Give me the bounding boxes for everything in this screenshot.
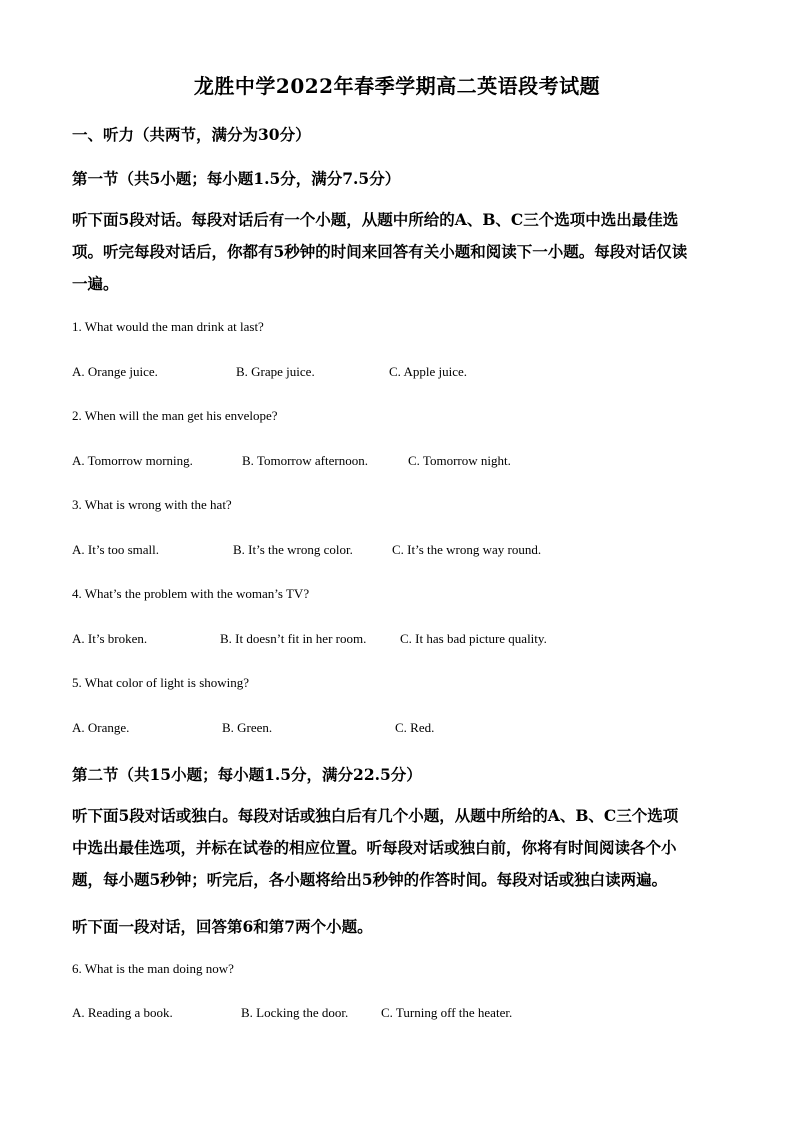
- question-6-options: [72, 1005, 722, 1023]
- option-a: A. Tomorrow morning.: [72, 453, 193, 468]
- option-b: B. Grape juice.: [236, 364, 315, 379]
- option-c: C. It’s the wrong way round.: [392, 542, 542, 557]
- option-a: A. Orange juice.: [72, 364, 158, 379]
- part-heading: 一、听力（共两节，满分为30分）: [72, 125, 311, 144]
- option-a: A. Reading a book.: [72, 1005, 173, 1020]
- instruction-line: 题，每小题5秒钟；听完后，各小题将给出5秒钟的作答时间。每段对话或独白读两遍。: [72, 870, 668, 889]
- instruction-line: 听下面5段对话。每段对话后有一个小题，从题中所给的A、B、C三个选项中选出最佳选: [72, 210, 679, 229]
- option-b: B. Tomorrow afternoon.: [242, 453, 368, 468]
- exam-title: 龙胜中学2022年春季学期高二英语段考试题: [193, 74, 601, 98]
- option-b: B. It’s the wrong color.: [233, 542, 353, 557]
- question-3-options: [72, 542, 722, 560]
- option-b: B. Green.: [222, 720, 273, 735]
- question-6: 6. What is the man doing now?: [72, 961, 234, 976]
- option-b: B. Locking the door.: [241, 1005, 349, 1020]
- section2-instructions: [72, 800, 722, 896]
- section2-subheading: 听下面一段对话，回答第6和第7两个小题。: [72, 917, 373, 936]
- question-1-options: [72, 364, 722, 382]
- option-c: C. Turning off the heater.: [381, 1005, 513, 1020]
- option-c: C. Tomorrow night.: [408, 453, 511, 468]
- section1-instructions: [72, 204, 722, 300]
- option-c: C. It has bad picture quality.: [400, 631, 547, 646]
- question-2-options: [72, 453, 722, 471]
- section1-heading: 第一节（共5小题；每小题1.5分，满分7.5分）: [72, 169, 401, 188]
- option-b: B. It doesn’t fit in her room.: [220, 631, 367, 646]
- question-5: 5. What color of light is showing?: [72, 675, 250, 690]
- question-3: 3. What is wrong with the hat?: [72, 497, 232, 512]
- question-1: 1. What would the man drink at last?: [72, 319, 264, 334]
- option-a: A. Orange.: [72, 720, 130, 735]
- question-4: 4. What’s the problem with the woman’s TV?: [72, 586, 310, 601]
- instruction-line: 一遍。: [72, 274, 119, 293]
- question-5-options: [72, 720, 722, 738]
- option-c: C. Apple juice.: [389, 364, 467, 379]
- instruction-line: 听下面5段对话或独白。每段对话或独白后有几个小题，从题中所给的A、B、C三个选项: [72, 806, 679, 825]
- section2-heading: 第二节（共15小题；每小题1.5分，满分22.5分）: [72, 765, 422, 784]
- question-2: 2. When will the man get his envelope?: [72, 408, 278, 423]
- option-a: A. It’s too small.: [72, 542, 160, 557]
- option-c: C. Red.: [395, 720, 435, 735]
- instruction-line: 中选出最佳选项，并标在试卷的相应位置。听每段对话或独白前，你将有时间阅读各个小: [72, 838, 677, 857]
- instruction-line: 项。听完每段对话后，你都有5秒钟的时间来回答有关小题和阅读下一小题。每段对话仅读: [72, 242, 688, 261]
- option-a: A. It’s broken.: [72, 631, 148, 646]
- question-4-options: [72, 631, 722, 649]
